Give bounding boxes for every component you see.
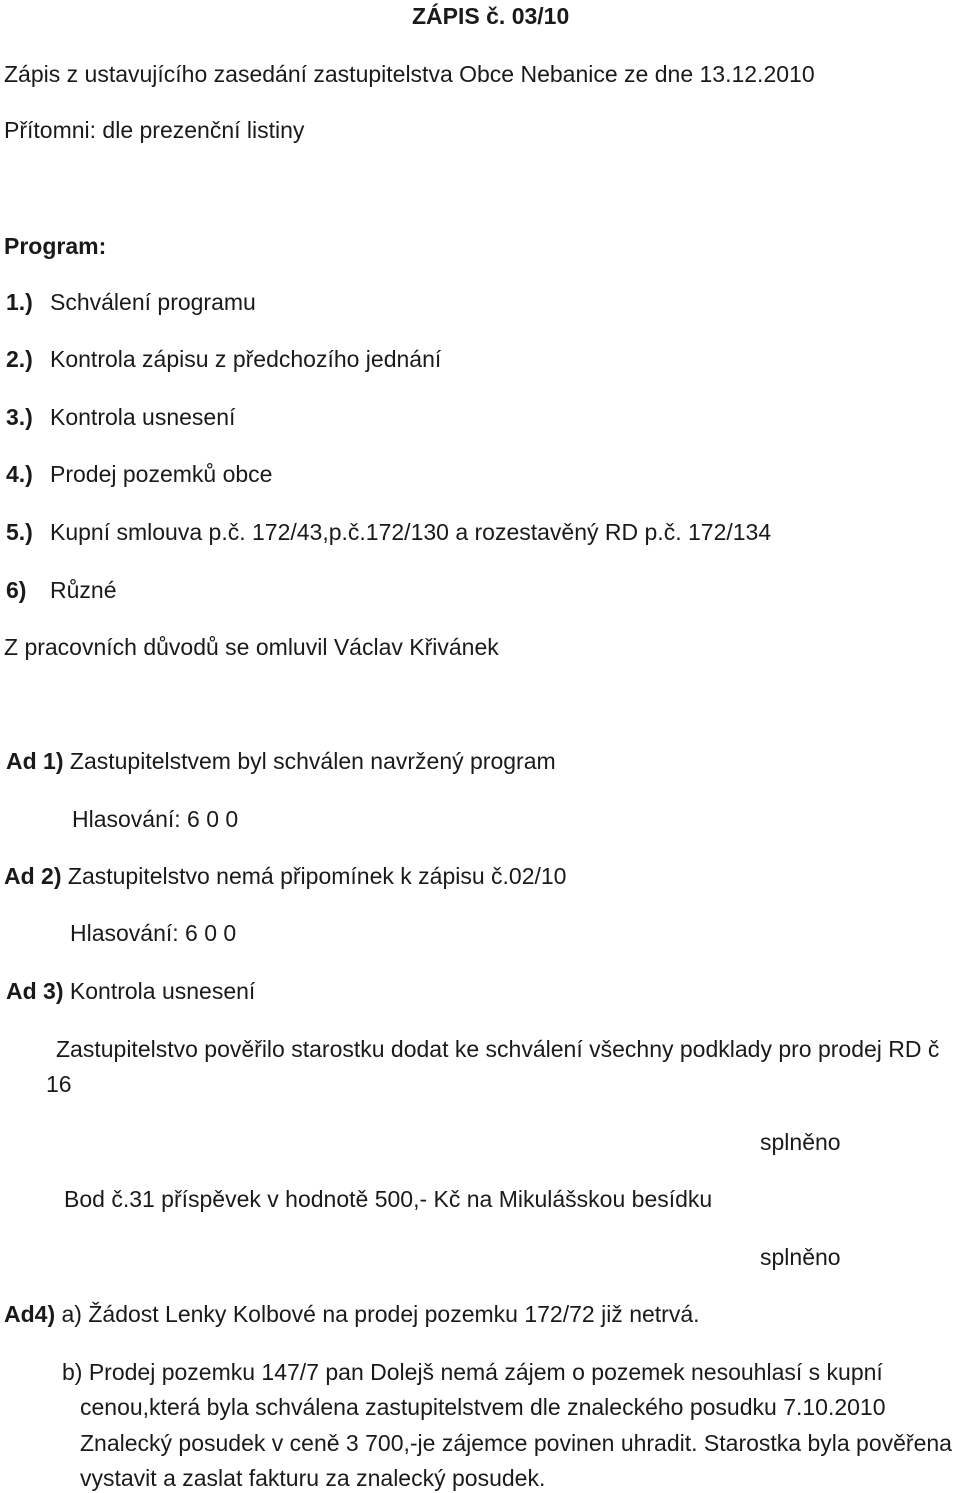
ad2-vote: Hlasování: 6 0 0 [70,920,237,946]
program-item-num: 4.) [6,461,33,487]
ad3-line [6,977,255,1005]
program-item-num: 5.) [6,519,33,545]
program-item [6,518,771,546]
ad4-line [4,1300,700,1328]
status-badge: splněno [760,1129,841,1155]
program-item-num: 2.) [6,346,33,372]
status-badge: splněno [760,1244,841,1270]
page-title: ZÁPIS č. 03/10 [412,3,570,29]
program-item [6,288,256,316]
ad3-item1-line1: Zastupitelstvo pověřilo starostku dodat ke schválení všechny podklady pro prodej RD č [56,1036,940,1062]
ad3-item1-line2: 16 [46,1071,72,1097]
ad2-line [4,862,566,890]
ad4-b-line: b) Prodej pozemku 147/7 pan Dolejš nemá zájem o pozemek nesouhlasí s kupní [62,1359,883,1385]
program-item-text: Prodej pozemků obce [50,461,273,487]
ad3-text: Kontrola usnesení [69,978,256,1004]
ad2-label: Ad 2) [4,863,62,889]
ad1-vote: Hlasování: 6 0 0 [72,806,239,832]
program-item-text: Kupní smlouva p.č. 172/43,p.č.172/130 a rozestavěný RD p.č. 172/134 [50,519,772,545]
ad3-label: Ad 3) [6,978,64,1004]
ad4-b-line: Znalecký posudek v ceně 3 700,-je zájemce povinen uhradit. Starostka byla pověřena [80,1430,952,1456]
program-item [6,576,116,604]
program-item-text: Schválení programu [50,289,256,315]
ad4-label: Ad4) [4,1301,56,1327]
program-item [6,460,272,488]
ad3-item2: Bod č.31 příspěvek v hodnotě 500,- Kč na Mikulášskou besídku [64,1186,713,1212]
program-item-num: 1.) [6,289,33,315]
excuse-note: Z pracovních důvodů se omluvil Václav Křivánek [4,634,499,660]
ad4-b-line: cenou,která byla schválena zastupitelstvem dle znaleckého posudku 7.10.2010 [80,1394,886,1420]
ad4-a: a) Žádost Lenky Kolbové na prodej pozemku 172/72 již netrvá. [61,1301,700,1327]
ad1-label: Ad 1) [6,748,64,774]
program-item [6,403,235,431]
program-item-num: 3.) [6,404,33,430]
program-item-text: Různé [50,577,117,603]
program-item-num: 6) [6,577,27,603]
program-heading: Program: [4,233,107,259]
program-item [6,345,441,373]
ad4-b-line: vystavit a zaslat fakturu za znalecký posudek. [80,1465,546,1491]
ad1-line [6,747,556,775]
ad2-text: Zastupitelstvo nemá připomínek k zápisu č.02/10 [67,863,567,889]
program-item-text: Kontrola usnesení [50,404,236,430]
subtitle: Zápis z ustavujícího zasedání zastupitelstva Obce Nebanice ze dne 13.12.2010 [4,61,815,87]
attendance: Přítomni: dle prezenční listiny [4,117,305,143]
ad1-text: Zastupitelstvem byl schválen navržený program [69,748,556,774]
program-item-text: Kontrola zápisu z předchozího jednání [50,346,442,372]
